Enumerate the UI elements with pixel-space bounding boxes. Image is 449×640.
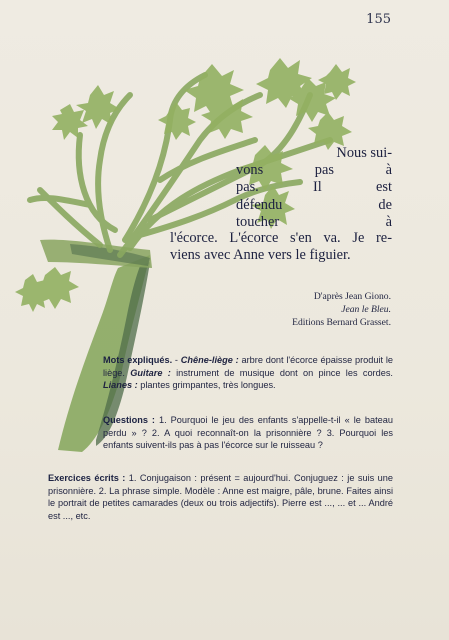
credit-author: D'après Jean Giono. [313,291,391,302]
source-credit [292,290,391,329]
questions-heading: Questions : [103,415,155,425]
questions-text: 1. Pourquoi le jeu des enfants s'appelle-t-il « le bateau perdu » ? 2. A quoi reconnaît-on la prisonnière ? 3. Pourquoi les enfants suivent-ils pas à pas l'écorce sur le ruisseau ? [103,415,393,451]
story-excerpt-wide [170,230,392,264]
vocabulary-definition: plantes grimpantes, très longues. [137,380,276,391]
exercises-text: 1. Conjugaison : présent = aujourd'hui. Conjuguez : je suis une prisonnière. 2. La phrase simple. Modèle : Anne est maigre, pâle, brune. Faites ainsi le portrait de petites camarades (deux ou trois adjectifs). Pierre est ..., ... et ... André est ..., etc. [48,473,393,522]
story-line: Nous sui- [336,145,392,161]
vocabulary-term: Guitare : [130,367,171,378]
credit-publisher: Editions Bernard Grasset. [292,317,391,328]
questions-section [103,414,393,452]
credit-title: Jean le Bleu. [341,304,391,315]
vocabulary-definition: instrument de musique dont on pince les cordes. [170,367,393,378]
story-line: pas. Il est [236,179,392,196]
story-line: vons pas à [236,162,392,179]
story-line: viens avec Anne vers le figuier. [170,247,351,264]
story-excerpt [236,145,392,231]
story-line: l'écorce. L'écorce s'en va. Je re- [170,230,392,246]
vocabulary-term: Lianes : [103,380,138,391]
exercises-section [48,472,393,523]
story-line: défendu de [236,196,392,213]
vocabulary-heading: Mots expliqués. [103,355,173,365]
story-line: toucher à [236,213,392,230]
vocabulary-term: Chêne-liège : [180,355,239,365]
vocabulary-section [103,354,393,392]
exercises-heading: Exercices écrits : [48,473,126,483]
page-number: 155 [366,12,391,27]
vocabulary-dash: - [172,355,181,365]
vocabulary-definition: arbre dont l'écorce épaisse produit le liège. [103,355,393,378]
